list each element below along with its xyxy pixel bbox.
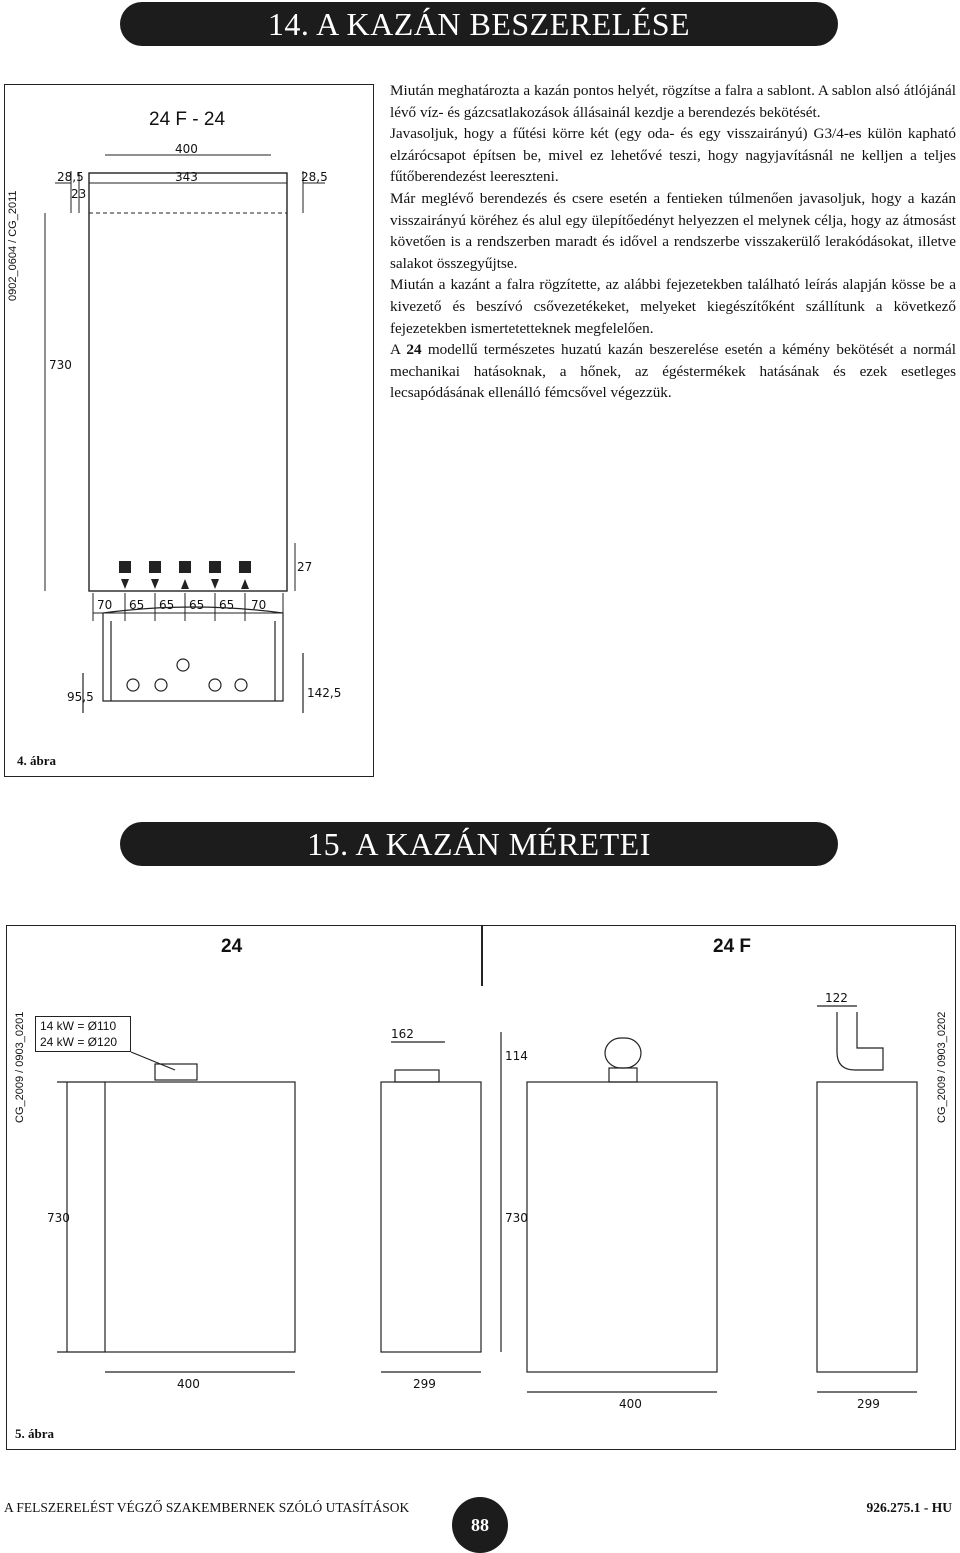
paragraph-5: A 24 modellű természetes huzatú kazán beszerelése esetén a kémény bekötését a normál mechanikai hatásoknak, a hőnek, az égéstermékek hatásának és ezek esetleges lecsapódásának ellenálló fémcsővel végezzük. xyxy=(390,341,956,402)
dim-width-a: 400 xyxy=(177,1377,200,1391)
dim-height-a: 730 xyxy=(47,1211,70,1225)
dim-inner-343: 343 xyxy=(175,170,198,184)
flue-24kw: 24 kW = Ø120 xyxy=(40,1035,118,1049)
paragraph-3: Már meglévő berendezés és csere esetén a fentieken túlmenően javasoljuk, hogy a kazán visszairányú köréhez és alul egy ülepítőedényt helyezzen el melynek célja, hogy az átmosást követően is a rendszerben maradt és idővel a rendszerbe visszakerülő lerakódásokat, illetve salakot összegyűjtse. xyxy=(390,189,956,272)
bottom-view-drawing xyxy=(43,593,343,733)
section-14-title: 14. A KAZÁN BESZERELÉSE xyxy=(120,2,838,46)
figure-4-model-label: 24 F - 24 xyxy=(149,109,226,130)
figure-4-label: 4. ábra xyxy=(17,753,56,768)
dim-width-400: 400 xyxy=(175,142,198,156)
dim-template-right: 142,5 xyxy=(307,686,342,700)
figure-5-frame xyxy=(6,925,956,1450)
dim-left-margin: 28,5 xyxy=(57,170,84,184)
document-code: 926.275.1 - HU xyxy=(866,1500,952,1515)
dim-top-offset: 23 xyxy=(71,187,87,201)
paragraph-4: Miután a kazánt a falra rögzítette, az alábbi fejezetekben található leírás alapján kösse be a kivezető és beszívó csővezetékeket, melyeket kiegészítőként szállítunk a következő fejezetekben ismertetetteknek megfelelően. xyxy=(390,276,956,337)
section-15-title: 15. A KAZÁN MÉRETEI xyxy=(120,822,838,866)
dim-spacing-1: 70 xyxy=(97,598,113,612)
dim-width-b: 400 xyxy=(619,1397,642,1411)
dim-depth-a: 299 xyxy=(413,1377,436,1391)
dim-right-margin: 28,5 xyxy=(301,170,328,184)
dim-spacing-3: 65 xyxy=(159,598,175,612)
model-divider xyxy=(481,926,483,986)
dim-flue-h: 114 xyxy=(505,1049,528,1063)
dim-template-left: 95,5 xyxy=(67,690,94,704)
dim-height-b: 730 xyxy=(505,1211,528,1225)
footer-title: A FELSZERELÉST VÉGZŐ SZAKEMBERNEK SZÓLÓ UTASÍTÁSOK xyxy=(4,1500,410,1515)
model-24f-title: 24 F xyxy=(713,936,752,957)
model-24-title: 24 xyxy=(221,936,243,957)
installation-text xyxy=(390,80,956,404)
dim-depth-b: 299 xyxy=(857,1397,880,1411)
paragraph-2: Javasoljuk, hogy a fűtési körre két (egy oda- és egy visszairányú) G3/4-es külön kapható elzárócsapot építsen be, mivel ez lehetővé teszi, hogy nagyjavításnál ne kelljen a teljes fűtőberendezést leereszteni. xyxy=(390,125,956,186)
dim-spacing-4: 65 xyxy=(189,598,205,612)
flue-14kw: 14 kW = Ø110 xyxy=(40,1019,117,1033)
dim-flue-a: 162 xyxy=(391,1027,414,1041)
wall-template-drawing xyxy=(35,143,335,623)
figure-5-code-left: CG_2009 / 0903_0201 xyxy=(14,1011,26,1123)
figure-5-code-right: CG_2009 / 0903_0202 xyxy=(936,1011,948,1123)
dim-height-730: 730 xyxy=(49,358,72,372)
figure-5-label: 5. ábra xyxy=(15,1426,54,1441)
page-number: 88 xyxy=(452,1497,508,1553)
dim-flue-b: 122 xyxy=(825,991,848,1005)
figure-4-code: 0902_0604 / CG_2011 xyxy=(7,190,19,301)
figure-4-frame xyxy=(4,84,374,777)
paragraph-1: Miután meghatározta a kazán pontos helyét, rögzítse a falra a sablont. A sablon alsó átlójánál lévő víz- és gázcsatlakozások állásainál kezdje a berendezés bekötését. xyxy=(390,82,956,121)
dimensions-drawing xyxy=(27,991,937,1412)
dim-spacing-5: 65 xyxy=(219,598,235,612)
dim-spacing-2: 65 xyxy=(129,598,145,612)
dim-spacing-6: 70 xyxy=(251,598,267,612)
dim-bottom-offset: 27 xyxy=(297,560,313,574)
